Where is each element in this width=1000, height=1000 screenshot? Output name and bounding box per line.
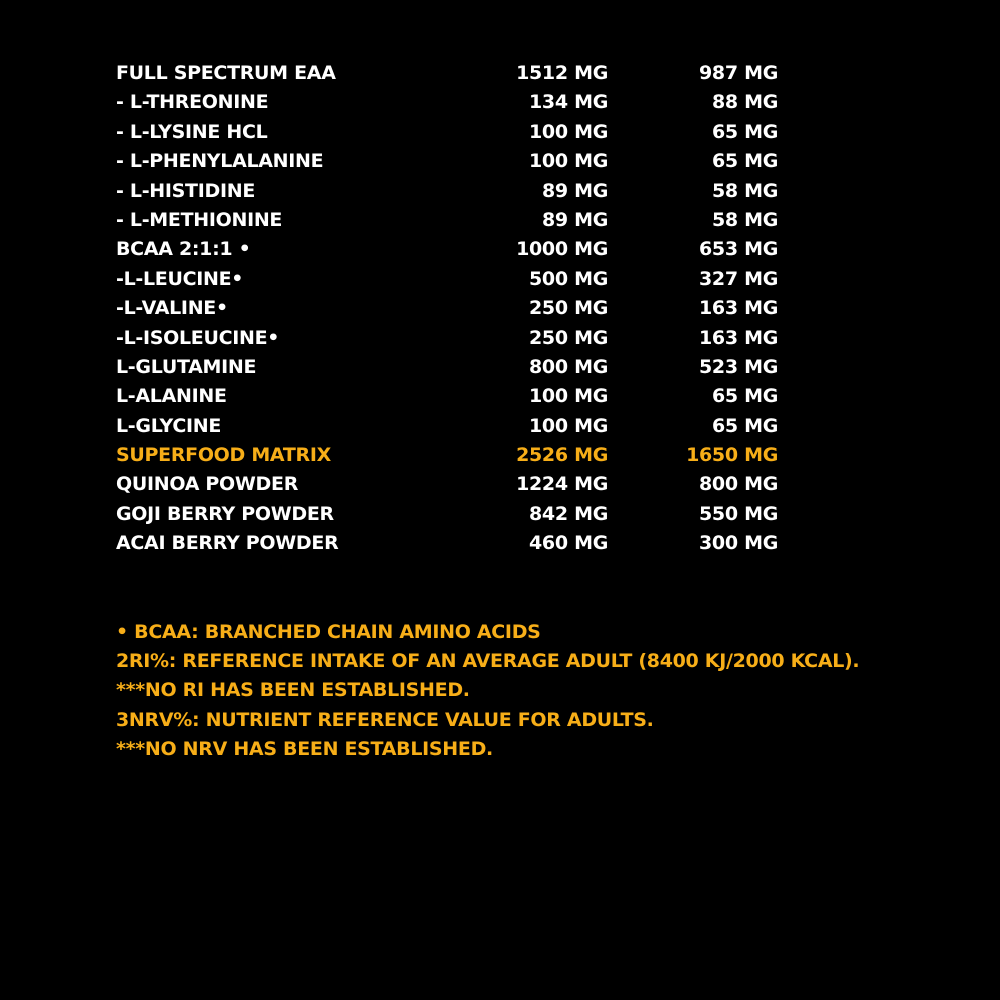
amount-secondary: 800 MG bbox=[699, 473, 778, 496]
ingredient-name: - L-HISTIDINE bbox=[116, 179, 255, 202]
ingredient-name: - L-THREONINE bbox=[116, 91, 269, 114]
amount-per-serving: 89 MG bbox=[541, 208, 608, 231]
ingredient-name: -L-VALINE• bbox=[116, 297, 228, 320]
amount-secondary: 653 MG bbox=[699, 238, 778, 261]
amount-secondary: 1650 MG bbox=[686, 444, 778, 467]
amount-secondary: 58 MG bbox=[711, 179, 778, 202]
ingredient-name: BCAA 2:1:1 • bbox=[116, 238, 251, 261]
amount-secondary: 65 MG bbox=[711, 414, 778, 437]
ingredient-name: - L-METHIONINE bbox=[116, 208, 283, 231]
ingredient-row bbox=[116, 412, 816, 441]
amount-secondary: 163 MG bbox=[699, 326, 778, 349]
amount-secondary: 987 MG bbox=[699, 62, 778, 84]
amount-secondary: 550 MG bbox=[699, 502, 778, 525]
amount-per-serving: 100 MG bbox=[529, 120, 608, 143]
ingredient-name: -L-ISOLEUCINE• bbox=[116, 326, 280, 349]
amount-per-serving: 100 MG bbox=[529, 414, 608, 437]
amount-per-serving: 100 MG bbox=[529, 385, 608, 408]
ingredient-row bbox=[116, 441, 816, 470]
amount-secondary: 65 MG bbox=[711, 120, 778, 143]
footnote-line: 3NRV%: NUTRIENT REFERENCE VALUE FOR ADULTS. bbox=[116, 708, 654, 731]
ingredient-name: GOJI BERRY POWDER bbox=[116, 502, 334, 525]
footnote-line: ***NO NRV HAS BEEN ESTABLISHED. bbox=[116, 737, 493, 760]
amount-per-serving: 250 MG bbox=[529, 297, 608, 320]
ingredient-row bbox=[116, 88, 816, 117]
footnote-line: 2RI%: REFERENCE INTAKE OF AN AVERAGE ADULT (8400 KJ/2000 KCAL). bbox=[116, 650, 860, 673]
amount-per-serving: 800 MG bbox=[529, 355, 608, 378]
amount-per-serving: 1000 MG bbox=[516, 238, 608, 261]
amount-per-serving: 134 MG bbox=[529, 91, 608, 114]
ingredient-row bbox=[116, 206, 816, 235]
ingredient-name: L-GLUTAMINE bbox=[116, 355, 257, 378]
ingredient-name: QUINOA POWDER bbox=[116, 473, 299, 496]
ingredient-row bbox=[116, 118, 816, 147]
ingredient-row bbox=[116, 353, 816, 382]
ingredient-name: -L-LEUCINE• bbox=[116, 267, 244, 290]
footnote-line: • BCAA: BRANCHED CHAIN AMINO ACIDS bbox=[116, 621, 541, 643]
amount-per-serving: 89 MG bbox=[541, 179, 608, 202]
ingredient-name: - L-PHENYLALANINE bbox=[116, 150, 324, 173]
amount-per-serving: 842 MG bbox=[529, 502, 608, 525]
amount-secondary: 523 MG bbox=[699, 355, 778, 378]
amount-per-serving: 1512 MG bbox=[516, 62, 608, 84]
ingredient-row bbox=[116, 500, 816, 529]
amount-per-serving: 460 MG bbox=[529, 532, 608, 555]
amount-secondary: 65 MG bbox=[711, 150, 778, 173]
amount-secondary: 88 MG bbox=[711, 91, 778, 114]
ingredient-row bbox=[116, 382, 816, 411]
ingredient-row bbox=[116, 265, 816, 294]
ingredient-row bbox=[116, 294, 816, 323]
ingredient-row bbox=[116, 177, 816, 206]
ingredient-name: L-ALANINE bbox=[116, 385, 227, 408]
ingredient-row bbox=[116, 324, 816, 353]
amount-per-serving: 1224 MG bbox=[516, 473, 608, 496]
amount-per-serving: 100 MG bbox=[529, 150, 608, 173]
footnote-line: ***NO RI HAS BEEN ESTABLISHED. bbox=[116, 679, 470, 702]
amount-secondary: 327 MG bbox=[699, 267, 778, 290]
amount-secondary: 58 MG bbox=[711, 208, 778, 231]
ingredient-name: L-GLYCINE bbox=[116, 414, 222, 437]
ingredient-name: SUPERFOOD MATRIX bbox=[116, 444, 331, 467]
ingredient-name: - L-LYSINE HCL bbox=[116, 120, 268, 143]
ingredient-row bbox=[116, 235, 816, 264]
ingredient-row bbox=[116, 147, 816, 176]
amount-secondary: 163 MG bbox=[699, 297, 778, 320]
amount-secondary: 65 MG bbox=[711, 385, 778, 408]
ingredient-row bbox=[116, 470, 816, 499]
ingredient-name: FULL SPECTRUM EAA bbox=[116, 62, 336, 84]
amount-per-serving: 2526 MG bbox=[516, 444, 608, 467]
ingredients-table bbox=[116, 59, 816, 559]
ingredient-name: ACAI BERRY POWDER bbox=[116, 532, 339, 555]
footnotes bbox=[116, 618, 976, 764]
ingredient-row bbox=[116, 59, 816, 88]
amount-secondary: 300 MG bbox=[699, 532, 778, 555]
ingredient-row bbox=[116, 529, 816, 558]
amount-per-serving: 250 MG bbox=[529, 326, 608, 349]
amount-per-serving: 500 MG bbox=[529, 267, 608, 290]
